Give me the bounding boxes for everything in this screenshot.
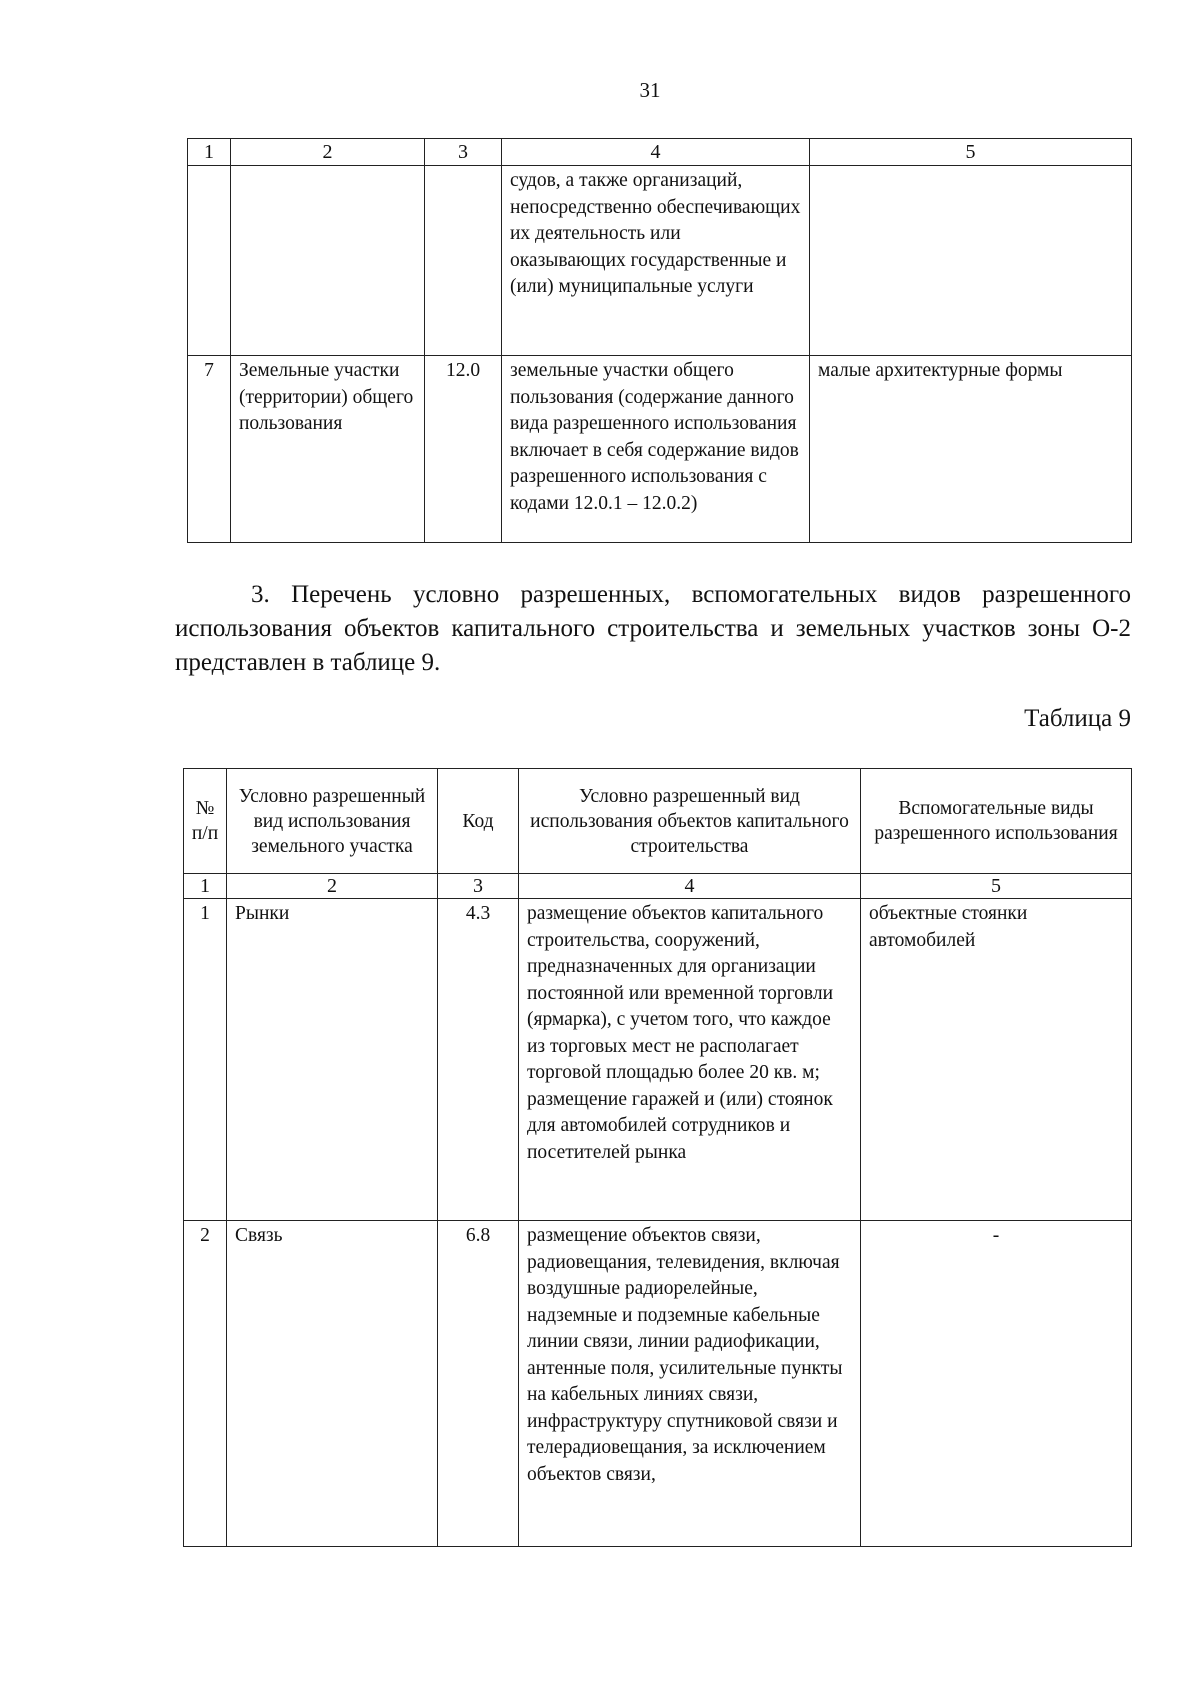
column-number: 5 xyxy=(810,139,1132,166)
description-cell: размещение объектов связи, радиовещания, телевидения, включая воздушные радиорелейные, надземные и подземные кабельные линии связи, линии радиофикации, антенные поля, усилительные пункты на кабельных линиях связи, инфраструктуру спутниковой связи и телерадиовещания, за исключением объектов связи, xyxy=(519,1221,861,1547)
column-number: 4 xyxy=(502,139,810,166)
code-cell: 6.8 xyxy=(438,1221,519,1547)
row-number: 1 xyxy=(184,899,227,1221)
continued-table xyxy=(187,138,1132,543)
column-number: 2 xyxy=(227,874,438,899)
auxiliary-cell: малые архитектурные формы xyxy=(810,356,1132,543)
column-number: 3 xyxy=(438,874,519,899)
table-row xyxy=(184,1221,1132,1547)
auxiliary-cell: объектные стоянки автомобилей xyxy=(861,899,1132,1221)
code-cell xyxy=(425,166,502,356)
header-code: Код xyxy=(438,769,519,874)
column-number: 3 xyxy=(425,139,502,166)
column-number: 4 xyxy=(519,874,861,899)
column-number: 5 xyxy=(861,874,1132,899)
land-use-cell: Рынки xyxy=(227,899,438,1221)
land-use-cell xyxy=(231,166,425,356)
table-column-numbers xyxy=(184,874,1132,899)
paragraph-section-3: 3. Перечень условно разрешенных, вспомогательных видов разрешенного использования объектов капитального строительства и земельных участков зоны О-2 представлен в таблице 9. xyxy=(175,581,1131,676)
header-auxiliary-use: Вспомогательные виды разрешенного использования xyxy=(861,769,1132,874)
table-header-row xyxy=(184,769,1132,874)
header-number: № п/п xyxy=(184,769,227,874)
row-number: 7 xyxy=(188,356,231,543)
auxiliary-cell: - xyxy=(861,1221,1132,1547)
description-cell: судов, а также организаций, непосредственно обеспечивающих их деятельность или оказывающих государственные и (или) муниципальные услуги xyxy=(502,166,810,356)
row-number xyxy=(188,166,231,356)
auxiliary-cell xyxy=(810,166,1132,356)
code-cell: 4.3 xyxy=(438,899,519,1221)
table-9 xyxy=(183,768,1132,1547)
description-cell: размещение объектов капитального строительства, сооружений, предназначенных для организации постоянной или временной торговли (ярмарка), с учетом того, что каждое из торговых мест не располагает торговой площадью более 20 кв. м; размещение гаражей и (или) стоянок для автомобилей сотрудников и посетителей рынка xyxy=(519,899,861,1221)
header-land-use: Условно разрешенный вид использования земельного участка xyxy=(227,769,438,874)
land-use-cell: Связь xyxy=(227,1221,438,1547)
column-number: 1 xyxy=(184,874,227,899)
table-row xyxy=(184,899,1132,1221)
row-number: 2 xyxy=(184,1221,227,1547)
description-cell: земельные участки общего пользования (содержание данного вида разрешенного использования включает в себя содержание видов разрешенного использования с кодами 12.0.1 – 12.0.2) xyxy=(502,356,810,543)
header-capital-construction-use: Условно разрешенный вид использования объектов капитального строительства xyxy=(519,769,861,874)
column-number: 2 xyxy=(231,139,425,166)
table-caption: Таблица 9 xyxy=(1024,705,1131,732)
table-row xyxy=(188,356,1132,543)
table-row xyxy=(188,166,1132,356)
code-cell: 12.0 xyxy=(425,356,502,543)
land-use-cell: Земельные участки (территории) общего пользования xyxy=(231,356,425,543)
table-column-numbers xyxy=(188,139,1132,166)
column-number: 1 xyxy=(188,139,231,166)
page-number: 31 xyxy=(639,78,661,102)
